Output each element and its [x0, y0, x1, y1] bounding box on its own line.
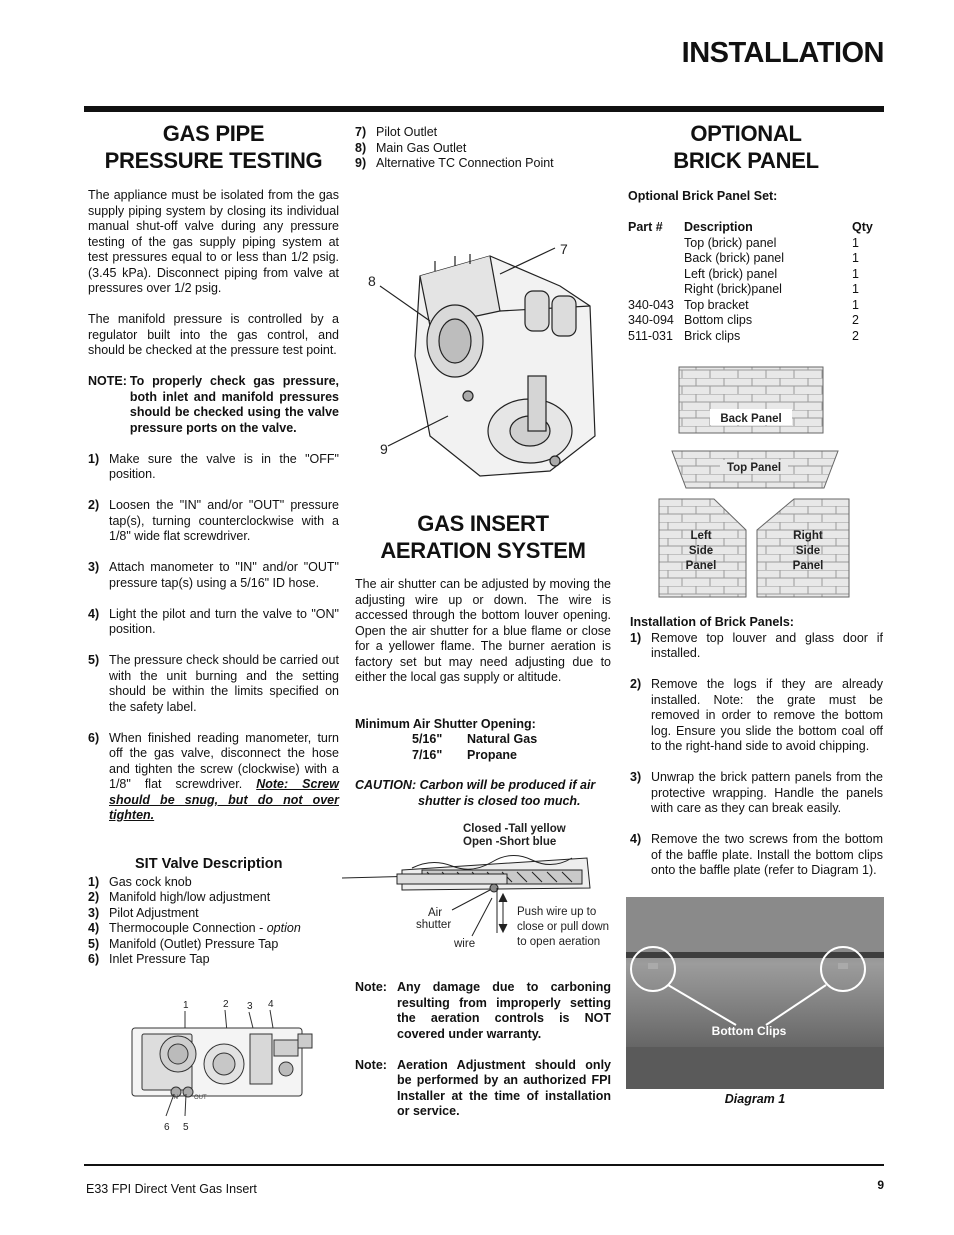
parts-table: [628, 220, 884, 344]
list-item: 5) The pressure check should be carried out with the unit burning and the setting should be within the limits specified on the safety label.: [88, 653, 339, 714]
aeration-paragraph: The air shutter can be adjusted by moving the adjusting wire up or down. The wire is accessed through the bottom louver opening. Open the air shutter for a blue flame or close for a yellower flame. The burner aeration is factory set but may need adjusting due to either the local gas supply or altitude.: [355, 577, 611, 684]
air-shutter-diagram: [342, 818, 614, 958]
sit-valve-diagram: [128, 994, 318, 1134]
isolation-paragraph: The appliance must be isolated from the gas supply piping system by closing its individual manual shut-off valve during any pressure testing of the gas supply piping system at test pressures equal to or less than 1/2 psig. (3.45 kPa). Disconnect piping from valve at pressures over 1/2 psig.: [88, 188, 339, 295]
section-title-brick: OPTIONAL BRICK PANEL: [673, 121, 819, 173]
list-item: 1) Gas cock knob: [88, 874, 192, 889]
aeration-notes: [355, 980, 611, 1120]
min-opening-title: Minimum Air Shutter Opening:: [355, 716, 536, 731]
pressure-steps: [88, 452, 339, 824]
right-panel-label-3: Panel: [792, 560, 824, 572]
list-item: 3) Pilot Adjustment: [88, 905, 199, 920]
table-row: Top (brick) panel 1: [684, 235, 859, 250]
list-item: 8) Main Gas Outlet: [355, 140, 467, 155]
section-title-gas-pipe: GAS PIPE PRESSURE TESTING: [104, 121, 323, 173]
list-item: 6) When finished reading manometer, turn off the gas valve, disconnect the hose and tighten the screw (clockwise) with a 1/8" flat screwdriver. Note: Screw should be snug, but do not over tighten.: [88, 730, 339, 822]
push-label-1: Push wire up to: [517, 906, 597, 918]
open-label: Open -Short blue: [463, 836, 557, 848]
list-item: 2) Remove the logs if they are already installed. Note: the grate must be removed in order to remove the bottom log. Ensure you slide the bottom coal off to the right-hand side to avoid chipping.: [630, 677, 883, 753]
right-panel-label-2: Side: [795, 545, 821, 557]
list-item: 3) Attach manometer to "IN" and/or "OUT" pressure tap(s) using a 5/16" ID hose.: [88, 560, 339, 590]
valve-label-6: 6: [164, 1122, 170, 1133]
warranty-note: Note: Any damage due to carboning resulting from improperly setting the aeration controls is NOT covered under warranty.: [355, 980, 611, 1041]
list-item: 1) Remove top louver and glass door if installed.: [630, 630, 883, 660]
bottom-rule: [84, 1164, 884, 1166]
list-item: 7) Pilot Outlet: [355, 125, 438, 139]
screw-note: Note: Screw should be snug, but do not over tighten.: [109, 777, 339, 822]
list-item: 4) Remove the two screws from the bottom of the baffle plate. Install the bottom clips onto the baffle plate (refer to Diagram 1).: [630, 832, 883, 877]
list-item: 1) Make sure the valve is in the "OFF" position.: [88, 451, 339, 481]
list-item: 3) Unwrap the brick pattern panels from the protective wrapping. Handle the panels with care as they can break easily.: [630, 770, 883, 815]
sit-valve-list: [88, 875, 339, 968]
list-item: 4) Thermocouple Connection - option: [88, 921, 301, 935]
top-panel-label: Top Panel: [726, 462, 782, 474]
page-number: 9: [877, 1178, 884, 1192]
valve-label-out: OUT: [194, 1095, 207, 1101]
brick-set-title: Optional Brick Panel Set:: [628, 189, 778, 203]
installer-note: Note: Aeration Adjustment should only be performed by an authorized FPI Installer at the time of installation or service.: [355, 1057, 611, 1118]
table-row: Back (brick) panel 1: [684, 251, 859, 265]
shutter-label: shutter: [416, 919, 452, 931]
diagram-caption: Diagram 1: [724, 1092, 786, 1106]
fig-label-9: 9: [380, 441, 388, 457]
page-title: INSTALLATION: [681, 37, 884, 69]
valve-label-in: IN: [172, 1095, 178, 1101]
fig-label-8: 8: [368, 273, 376, 289]
install-title: Installation of Brick Panels:: [630, 615, 794, 629]
wire-label: wire: [454, 938, 476, 950]
caution-text: CAUTION: Carbon will be produced if air shutter is closed too much.: [355, 778, 596, 808]
list-item: 9) Alternative TC Connection Point: [355, 156, 554, 170]
list-item: 4) Light the pilot and turn the valve to "ON" position.: [88, 606, 339, 636]
manifold-paragraph: The manifold pressure is controlled by a regulator built into the gas control, and should be checked at the pressure test point.: [88, 312, 339, 357]
valve-label-2: 2: [223, 999, 229, 1010]
bottom-clips-photo: [626, 897, 884, 1089]
brick-install-steps: [630, 615, 883, 894]
valve-label-4: 4: [268, 999, 274, 1010]
bottom-clips-label: Bottom Clips: [711, 1024, 787, 1038]
table-row: 511-031 Brick clips 2: [628, 328, 859, 343]
push-label-3: to open aeration: [517, 936, 601, 948]
push-label-2: close or pull down: [517, 921, 610, 933]
valve-parts-continued: [355, 125, 611, 172]
brick-panels-diagram: [654, 362, 854, 602]
table-row: Left (brick) panel 1: [684, 266, 859, 281]
left-panel-label-1: Left: [690, 530, 712, 542]
fig-label-7: 7: [560, 241, 568, 257]
section-title-aeration: GAS INSERT AERATION SYSTEM: [380, 511, 586, 563]
valve-outlet-diagram: [360, 236, 600, 486]
aeration-section: [355, 510, 611, 809]
table-header: Part # Description Qty: [628, 220, 873, 234]
footer-document-title: E33 FPI Direct Vent Gas Insert: [86, 1182, 257, 1196]
list-item: 2) Loosen the "IN" and/or "OUT" pressure tap(s), turning counterclockwise with a 1/8" wide flat screwdriver.: [88, 498, 339, 543]
list-item: 5) Manifold (Outlet) Pressure Tap: [88, 936, 279, 951]
air-label: Air: [428, 907, 443, 919]
table-row: 340-043 Top bracket 1: [628, 297, 859, 312]
table-row: 340-094 Bottom clips 2: [628, 313, 859, 327]
min-opening-table: 5/16" Natural Gas 7/16" Propane: [412, 732, 538, 762]
valve-label-1: 1: [183, 1000, 189, 1011]
back-panel-label: Back Panel: [720, 413, 782, 425]
table-row: Right (brick)panel 1: [684, 282, 859, 296]
list-item: 2) Manifold high/low adjustment: [88, 890, 271, 904]
left-panel-label-2: Side: [688, 545, 714, 557]
brick-panel-section: [628, 120, 884, 344]
left-panel-label-3: Panel: [685, 560, 717, 572]
closed-label: Closed -Tall yellow: [463, 823, 566, 835]
list-item: 6) Inlet Pressure Tap: [88, 952, 210, 966]
gas-pipe-section: [88, 120, 339, 968]
top-rule: [84, 106, 884, 112]
pressure-note: NOTE: To properly check gas pressure, both inlet and manifold pressures should be checked using the valve pressure ports on the valve.: [88, 374, 339, 435]
sit-valve-title: SIT Valve Description: [135, 856, 283, 872]
right-panel-label-1: Right: [793, 530, 823, 542]
valve-label-5: 5: [183, 1122, 189, 1133]
valve-label-3: 3: [247, 1001, 253, 1012]
